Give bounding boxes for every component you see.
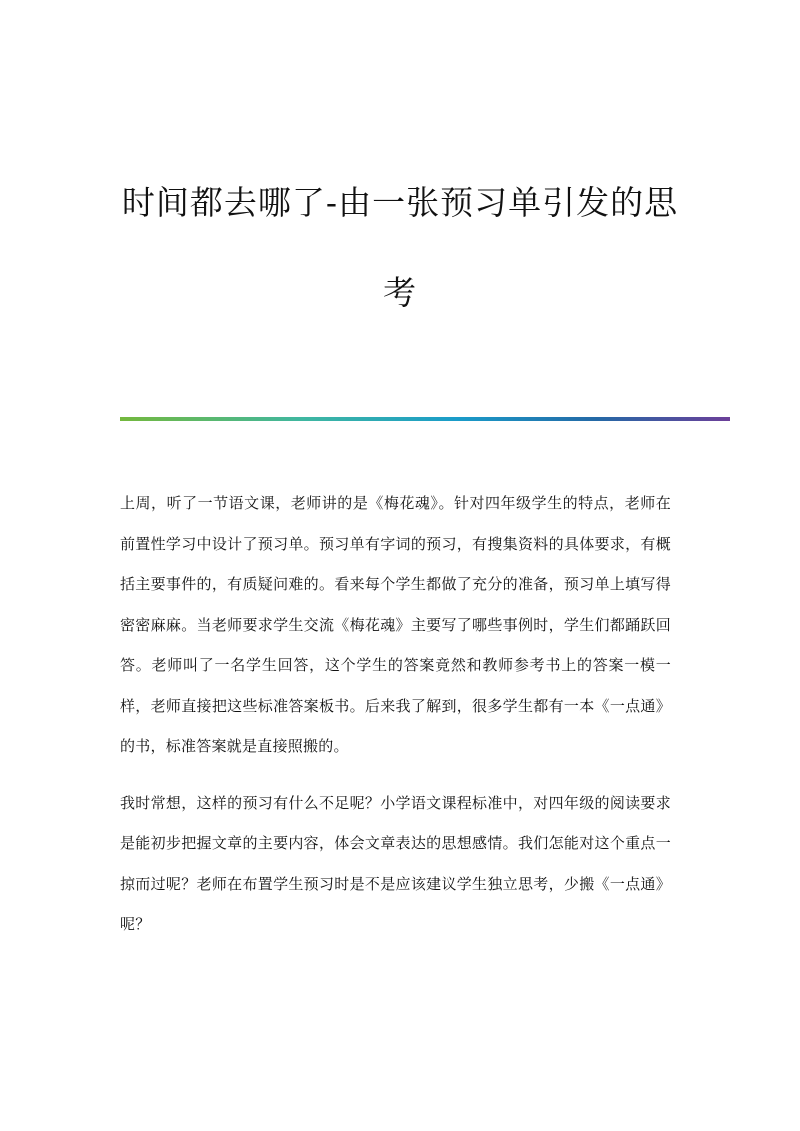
title-divider — [120, 417, 730, 421]
document-title: 时间都去哪了-由一张预习单引发的思考 — [121, 183, 679, 312]
paragraph-2: 我时常想，这样的预习有什么不足呢？小学语文课程标准中，对四年级的阅读要求是能初步把握文章的主要内容，体会文章表达的思想感情。我们怎能对这个重点一掠而过呢？老师在布置学生预习时是不是应该建议学生独立思考，少搬《一点通》呢？ — [120, 793, 671, 933]
article-body — [120, 483, 671, 961]
paragraph-1: 上周，听了一节语文课，老师讲的是《梅花魂》。针对四年级学生的特点，老师在前置性学习中设计了预习单。预习单有字词的预习，有搜集资料的具体要求，有概括主要事件的，有质疑问难的。看来每个学生都做了充分的准备，预习单上填写得密密麻麻。当老师要求学生交流《梅花魂》主要写了哪些事例时，学生们都踊跃回答。老师叫了一名学生回答，这个学生的答案竟然和教师参考书上的答案一模一样，老师直接把这些标准答案板书。后来我了解到，很多学生都有一本《一点通》的书，标准答案就是直接照搬的。 — [120, 494, 671, 755]
